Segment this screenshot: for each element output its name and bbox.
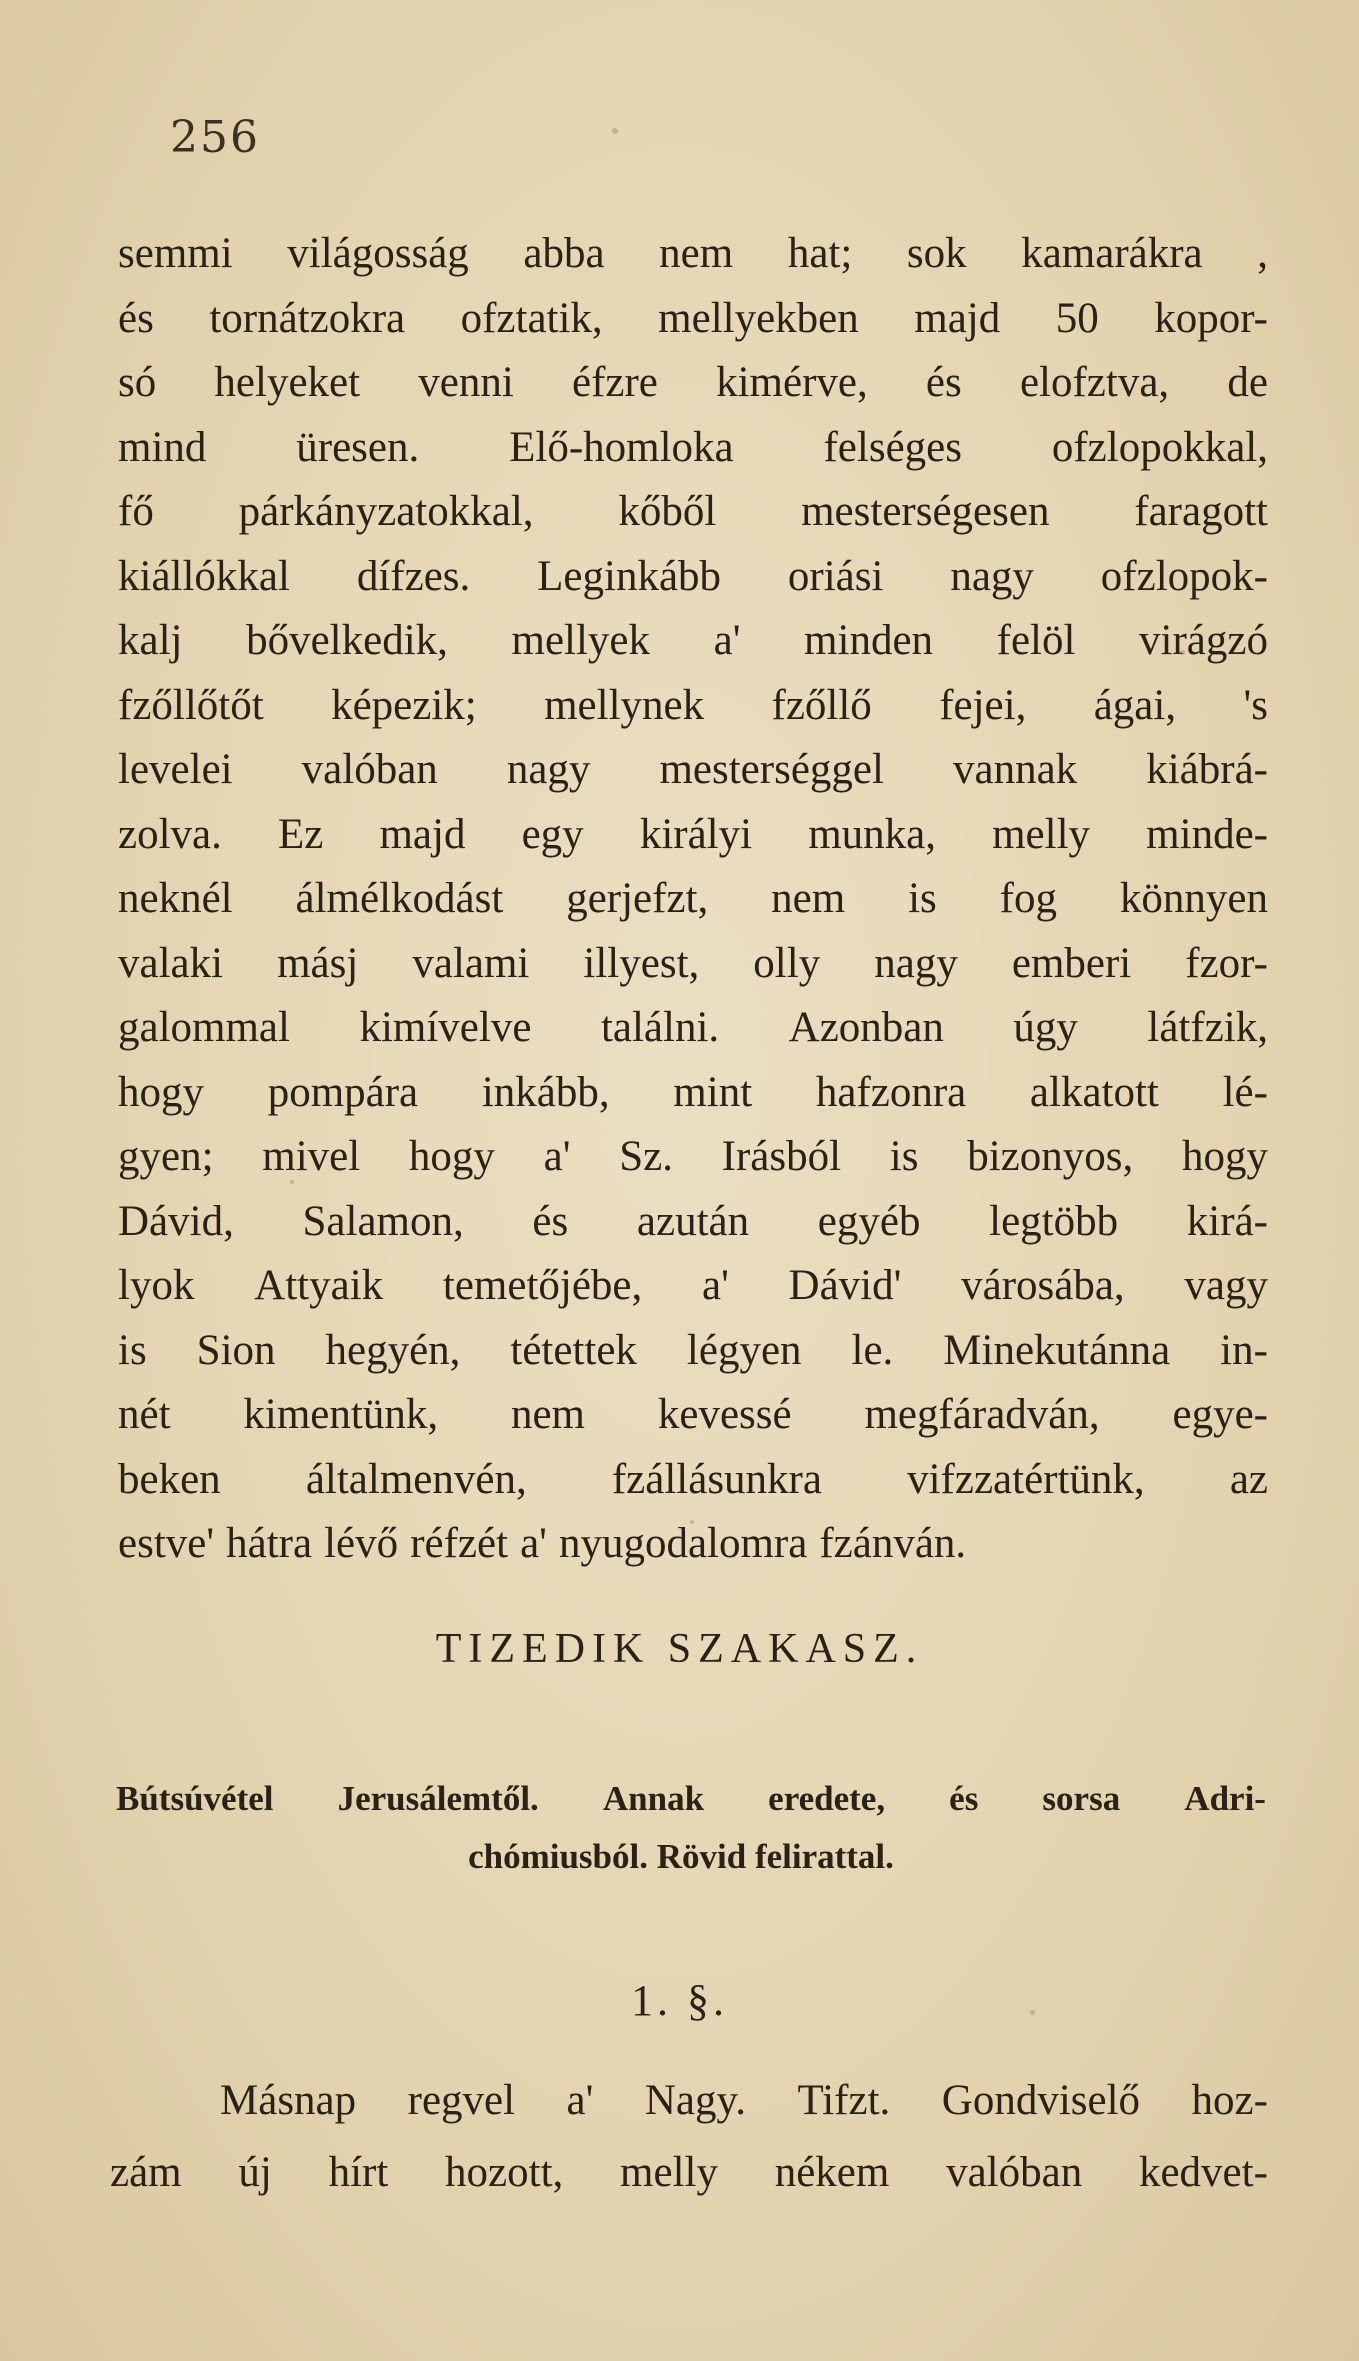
- word: nékem: [774, 2149, 890, 2196]
- word: legtöbb: [989, 1197, 1119, 1245]
- word: üresen.: [296, 423, 420, 471]
- word: in-: [1220, 1326, 1268, 1374]
- word: beken: [118, 1455, 221, 1503]
- word: Ez: [278, 810, 324, 858]
- word: Gondviselő: [941, 2077, 1141, 2124]
- word: nagy: [506, 746, 591, 793]
- word: fő: [118, 488, 154, 535]
- word: fzánván.: [819, 1520, 967, 1567]
- word: fog: [999, 875, 1057, 922]
- word: valaki: [118, 939, 224, 987]
- word: hegyén,: [325, 1326, 461, 1374]
- word: hírt: [328, 2149, 389, 2196]
- word: kiábrá-: [1146, 746, 1268, 793]
- word: Tifzt.: [797, 2077, 891, 2124]
- word: nyugodalomra: [558, 1520, 808, 1567]
- text-line: [118, 351, 1268, 416]
- word: estve': [118, 1520, 215, 1567]
- word: kimentünk,: [243, 1391, 439, 1438]
- word: párkányzatokkal,: [238, 488, 534, 535]
- word: de: [1227, 359, 1268, 406]
- word: inkább,: [481, 1068, 610, 1116]
- word: helyeket: [214, 359, 361, 406]
- word: Annak: [602, 1779, 705, 1818]
- word: és: [532, 1197, 569, 1245]
- paragraph-2: [110, 2065, 1268, 2209]
- word: is: [889, 1133, 919, 1180]
- word: Sz.: [619, 1133, 673, 1180]
- text-line: [118, 1383, 1268, 1448]
- word: nét: [118, 1391, 171, 1438]
- word: mind: [118, 423, 207, 471]
- word: Jerusálemtől.: [337, 1779, 539, 1818]
- word: megfáradván,: [864, 1391, 1100, 1438]
- text-line: [110, 2137, 1268, 2209]
- word: sorsa: [1042, 1779, 1121, 1818]
- paper-speck: [1030, 2010, 1035, 2015]
- word: abba: [523, 230, 605, 277]
- word: illyest,: [583, 939, 700, 987]
- word: vifzzatértünk,: [907, 1455, 1145, 1503]
- word: réfzét: [410, 1520, 509, 1567]
- word: fzor-: [1185, 939, 1268, 987]
- text-line: [118, 1061, 1268, 1126]
- text-line: [118, 287, 1268, 352]
- word: valóban: [946, 2149, 1083, 2196]
- word: álmélkodást: [295, 875, 504, 922]
- word: majd: [914, 294, 1001, 342]
- word: hogy: [1181, 1133, 1268, 1180]
- text-line: [118, 545, 1268, 610]
- word: kalj: [118, 617, 183, 664]
- word: világosság: [287, 230, 469, 277]
- text-line: [118, 803, 1268, 868]
- word: a': [520, 1520, 547, 1567]
- word: és: [118, 294, 154, 342]
- word: Attyaik: [254, 1262, 384, 1309]
- word: Minekutánna: [943, 1326, 1171, 1374]
- paper-speck: [612, 128, 618, 134]
- word: venni: [418, 359, 514, 406]
- word: vagy: [1184, 1262, 1268, 1309]
- word: valami: [412, 939, 530, 987]
- word: kimérve,: [716, 359, 868, 406]
- word: nagy: [874, 939, 958, 987]
- word: semmi: [118, 230, 233, 277]
- word: városába,: [961, 1262, 1125, 1309]
- page-number: 256: [170, 112, 260, 163]
- text-line: [118, 480, 1268, 545]
- word: temetőjébe,: [442, 1262, 643, 1309]
- word: bizonyos,: [967, 1133, 1134, 1180]
- word: zolva.: [118, 810, 222, 858]
- word: kimívelve: [359, 1004, 532, 1051]
- word: 's: [1243, 681, 1268, 729]
- word: lyok: [118, 1262, 195, 1309]
- word: majd: [379, 810, 466, 858]
- word: ,: [1257, 230, 1268, 277]
- word: felséges: [823, 423, 962, 471]
- chapter-summary: [116, 1770, 1266, 1886]
- word: gerjefzt,: [566, 875, 709, 922]
- word: só: [118, 359, 157, 406]
- word: levelei: [118, 746, 233, 793]
- word: kiállókkal: [118, 552, 290, 600]
- word: Irásból: [721, 1133, 842, 1180]
- paper-speck: [1180, 650, 1185, 655]
- word: képezik;: [331, 681, 477, 729]
- word: egye-: [1172, 1391, 1268, 1438]
- word: általmenvén,: [305, 1455, 527, 1503]
- text-line: [118, 1190, 1268, 1255]
- word: 50: [1055, 294, 1099, 342]
- word: is: [118, 1326, 147, 1374]
- word: Leginkább: [537, 552, 722, 600]
- word: látfzik,: [1147, 1004, 1268, 1051]
- word: Elő-homloka: [509, 423, 734, 471]
- word: a': [566, 2077, 594, 2124]
- text-line: [118, 996, 1268, 1061]
- word: bővelkedik,: [246, 617, 448, 664]
- word: hátra: [226, 1520, 313, 1567]
- word: Azonban: [788, 1004, 944, 1051]
- word: alkatott: [1029, 1068, 1159, 1116]
- word: Dávid': [788, 1262, 902, 1309]
- word: valóban: [301, 746, 438, 793]
- word: könnyen: [1119, 875, 1268, 922]
- text-line: [118, 932, 1268, 997]
- word: lé-: [1222, 1068, 1268, 1116]
- word: oriási: [787, 552, 884, 600]
- paragraph-1: [118, 222, 1268, 1577]
- word: mellynek: [544, 681, 705, 729]
- chapter-heading: TIZEDIK SZAKASZ.: [435, 1626, 924, 1672]
- word: munka,: [808, 810, 936, 858]
- word: és: [925, 359, 962, 406]
- word: lévő: [324, 1520, 399, 1567]
- word: hozott,: [445, 2149, 564, 2196]
- word: éfzre: [572, 359, 658, 406]
- text-line: [118, 609, 1268, 674]
- word: Nagy.: [644, 2077, 746, 2124]
- word: kevessé: [657, 1391, 792, 1438]
- word: hoz-: [1191, 2077, 1268, 2124]
- summary-line-2: chómiusból. Rövid felirattal.: [468, 1837, 894, 1876]
- word: kirá-: [1186, 1197, 1268, 1245]
- word: mesterséggel: [659, 746, 884, 793]
- paper-speck: [690, 1520, 694, 1524]
- word: minden: [804, 617, 934, 664]
- word: Adri-: [1184, 1779, 1266, 1818]
- word: úgy: [1013, 1004, 1078, 1051]
- word: fzőllő: [771, 681, 872, 729]
- word: ofzlopokkal,: [1051, 423, 1268, 471]
- word: ofzlopok-: [1100, 552, 1268, 600]
- word: mellyekben: [658, 294, 859, 342]
- word: nagy: [950, 552, 1034, 600]
- word: faragott: [1134, 488, 1268, 535]
- word: ofztatik,: [460, 294, 603, 342]
- word: hat;: [787, 230, 853, 277]
- word: másj: [277, 939, 359, 987]
- word: találni.: [600, 1004, 720, 1051]
- text-line: [118, 1448, 1268, 1513]
- text-line: [118, 674, 1268, 739]
- word: tornátzokra: [209, 294, 406, 342]
- word: a': [701, 1262, 729, 1309]
- word: Salamon,: [302, 1197, 464, 1245]
- text-line: [118, 416, 1268, 481]
- word: légyen: [686, 1326, 802, 1374]
- word: királyi: [639, 810, 753, 858]
- word: dífzes.: [356, 552, 471, 600]
- word: nem: [510, 1391, 585, 1438]
- word: mellyek: [511, 617, 651, 664]
- word: hafzonra: [815, 1068, 967, 1116]
- word: mint: [673, 1068, 753, 1116]
- word: fzőllőtőt: [118, 681, 264, 729]
- word: a': [543, 1133, 571, 1180]
- word: vannak: [953, 746, 1078, 793]
- word: tétettek: [510, 1326, 637, 1374]
- word: Dávid,: [118, 1197, 234, 1245]
- section-number: 1. §.: [631, 1976, 728, 2025]
- word: ágai,: [1093, 681, 1177, 729]
- word: új: [238, 2149, 272, 2196]
- word: galommal: [118, 1004, 290, 1051]
- word: egyéb: [817, 1197, 921, 1245]
- word: melly: [992, 810, 1091, 858]
- word: hogy: [408, 1133, 495, 1180]
- word: neknél: [118, 875, 233, 922]
- text-line: [118, 1319, 1268, 1384]
- word: Bútsúvétel: [116, 1779, 274, 1818]
- word: azután: [636, 1197, 750, 1245]
- word: nem: [771, 875, 846, 922]
- word: elofztva,: [1019, 359, 1170, 406]
- word: olly: [753, 939, 821, 987]
- word: emberi: [1011, 939, 1132, 987]
- word: is: [908, 875, 937, 922]
- word: kedvet-: [1138, 2149, 1268, 2196]
- word: kamarákra: [1021, 230, 1203, 277]
- word: mesterségesen: [801, 488, 1050, 535]
- word: egy: [521, 810, 584, 858]
- word: eredete,: [768, 1779, 886, 1818]
- word: kőből: [618, 488, 717, 535]
- word: az: [1229, 1455, 1268, 1503]
- word: és: [949, 1779, 979, 1818]
- word: mivel: [262, 1133, 361, 1180]
- word: zám: [110, 2149, 182, 2196]
- word: melly: [620, 2149, 718, 2196]
- word: pompára: [267, 1068, 419, 1116]
- word: Másnap: [220, 2077, 357, 2124]
- word: fzállásunkra: [611, 1455, 822, 1503]
- word: Sion: [196, 1326, 276, 1374]
- paper-speck: [290, 1180, 294, 1184]
- text-line: [118, 738, 1268, 803]
- text-line: [118, 867, 1268, 932]
- word: minde-: [1146, 810, 1268, 858]
- word: virágzó: [1139, 617, 1268, 664]
- word: kopor-: [1154, 294, 1268, 342]
- word: le.: [851, 1326, 894, 1374]
- word: regvel: [407, 2077, 516, 2124]
- word: sok: [906, 230, 967, 277]
- word: a': [713, 617, 741, 664]
- word: hogy: [118, 1068, 204, 1116]
- text-line: [118, 1254, 1268, 1319]
- text-line: [110, 2065, 1268, 2137]
- word: gyen;: [118, 1133, 214, 1180]
- text-line: [118, 222, 1268, 287]
- summary-line-1: [116, 1770, 1266, 1828]
- word: fejei,: [939, 681, 1027, 729]
- word: felöl: [996, 617, 1076, 664]
- word: nem: [659, 230, 734, 277]
